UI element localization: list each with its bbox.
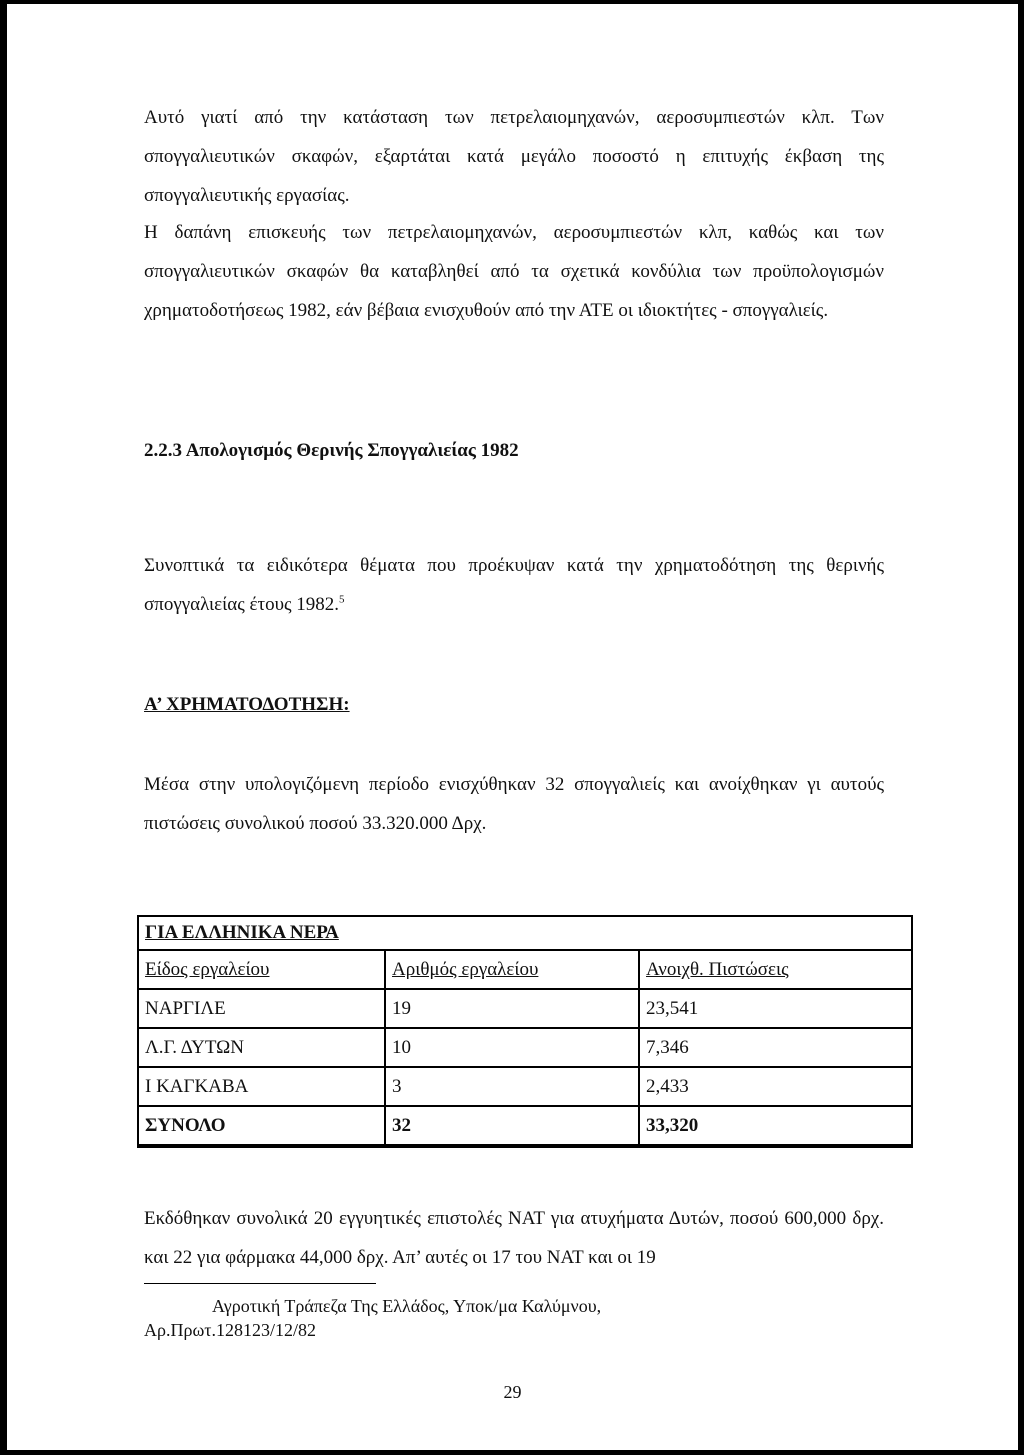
paragraph-summary [144,546,884,624]
summary-text: Συνοπτικά τα ειδικότερα θέματα που προέκυψαν κατά την χρηματοδότηση της θερινής σπογγαλιείας έτους 1982. [144,555,884,615]
cell-credits: 7,346 [639,1028,912,1067]
footnote [144,1294,601,1342]
cell-tool-count: 10 [385,1028,639,1067]
table-row [138,989,912,1028]
header-credits: Ανοιχθ. Πιστώσεις [639,950,912,989]
footnote-line-1: Αγροτική Τράπεζα Της Ελλάδος, Υποκ/μα Καλύμνου, [212,1296,602,1316]
table-header-row [138,950,912,989]
cell-credits: 2,433 [639,1067,912,1106]
document-page [7,4,1018,1450]
paragraph-guarantee-letters: Εκδόθηκαν συνολικά 20 εγγυητικές επιστολές ΝΑΤ για ατυχήματα Δυτών, ποσού 600,000 δρχ. και 22 για φάρμακα 44,000 δρχ. Απ’ αυτές οι 17 του ΝΑΤ και οι 19 [144,1208,884,1268]
page-number: 29 [503,1382,522,1402]
section-heading: 2.2.3 Απολογισμός Θερινής Σπογγαλιείας 1982 [144,440,519,461]
paragraph-financing: Μέσα στην υπολογιζόμενη περίοδο ενισχύθηκαν 32 σπογγαλιείς και ανοίχθηκαν γι αυτούς πιστώσεις συνολικού ποσού 33.320.000 Δρχ. [144,774,884,834]
cell-credits: 23,541 [639,989,912,1028]
cell-tool-count: 3 [385,1067,639,1106]
table-title-row [138,916,912,950]
paragraph-repair-costs: Η δαπάνη επισκευής των πετρελαιομηχανών, αεροσυμπιεστών κλπ, καθώς και των σπογγαλιευτικών σκαφών θα καταβληθεί από τα σχετικά κονδύλια των προϋπολογισμών χρηματοδοτήσεως 1982, εάν βέβαια ενισχυθούν από την ΑΤΕ οι ιδιοκτήτες - σπογγαλιείς. [144,222,884,321]
total-credits: 33,320 [639,1106,912,1146]
footnote-divider [144,1283,376,1284]
header-tool-type: Είδος εργαλείου [138,950,385,989]
table-title: ΓΙΑ ΕΛΛΗΝΙΚΑ ΝΕΡΑ [138,916,912,950]
header-tool-count: Αριθμός εργαλείου [385,950,639,989]
greek-waters-table [137,915,913,1148]
cell-tool-count: 19 [385,989,639,1028]
table-row [138,1067,912,1106]
table-row [138,1028,912,1067]
total-tool-count: 32 [385,1106,639,1146]
financing-heading: Α’ ΧΡΗΜΑΤΟΔΟΤΗΣΗ: [144,694,350,715]
footnote-line-2: Αρ.Πρωτ.128123/12/82 [144,1320,317,1340]
cell-tool-type: ΝΑΡΓΙΛΕ [138,989,385,1028]
paragraph-engines-condition: Αυτό γιατί από την κατάσταση των πετρελαιομηχανών, αεροσυμπιεστών κλπ. Των σπογγαλιευτικών σκαφών, εξαρτάται κατά μεγάλο ποσοστό η επιτυχής έκβαση της σπογγαλιευτικής εργασίας. [144,107,884,206]
cell-tool-type: Λ.Γ. ΔΥΤΩΝ [138,1028,385,1067]
footnote-mark: 5 [339,593,345,606]
total-label: ΣΥΝΟΛΟ [138,1106,385,1146]
table-total-row [138,1106,912,1146]
cell-tool-type: Ι ΚΑΓΚΑΒΑ [138,1067,385,1106]
